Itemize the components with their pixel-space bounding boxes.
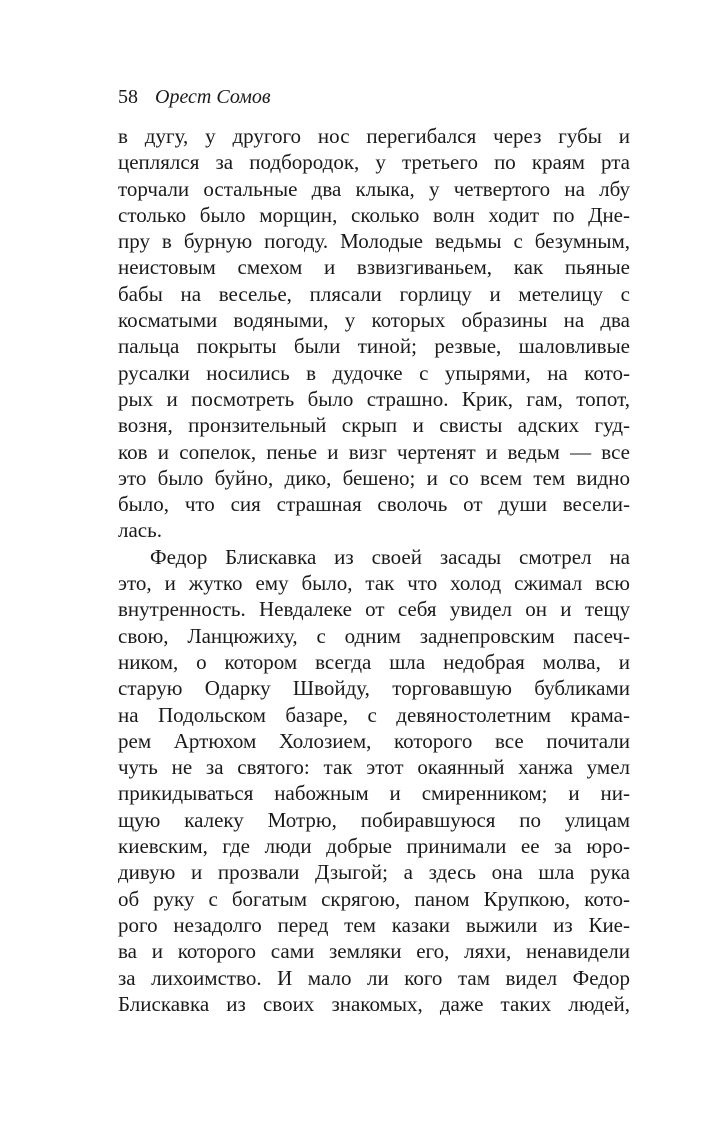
text-line: неистовым смехом и взвизгиваньем, как пьяные [118,255,630,280]
text-line: старую Одарку Швойду, торговавшую бубликами [118,676,630,701]
text-line: ва и которого сами земляки его, ляхи, ненавидели [118,939,630,964]
text-line: щую калеку Мотрю, побиравшуюся по улицам [118,807,630,832]
text-line-paragraph-start: Федор Блискавка из своей засады смотрел на [150,544,630,569]
text-line: в дугу, у другого нос перегибался через губы и [118,124,630,148]
text-line: русалки носились в дудочке с упырями, на кото- [118,360,630,385]
text-line: рем Артюхом Холозием, которого все почитали [118,728,630,753]
text-line: свою, Ланцюжиху, с одним заднепровским пасеч- [118,623,630,648]
text-line: дивую и прозвали Дзыгой; а здесь она шла рука [118,860,630,885]
text-line: рых и посмотреть было страшно. Крик, гам, топот, [118,386,630,411]
text-line: ков и сопелок, пенье и визг чертенят и ведьм — все [118,439,630,464]
text-line: за лихоимство. И мало ли кого там видел Федор [118,965,630,990]
text-line-paragraph-end: лась. [118,518,162,543]
text-line: пру в бурную погоду. Молодые ведьмы с безумным, [118,229,630,254]
text-line: на Подольском базаре, с девяностолетним крама- [118,702,630,727]
text-line: торчали остальные два клыка, у четвертого на лбу [118,176,630,201]
text-line: ником, о котором всегда шла недобрая молва, и [118,649,630,674]
text-line: возня, пронзительный скрып и свисты адских гуд- [118,413,630,438]
text-line: это было буйно, дико, бешено; и со всем тем видно [118,465,630,490]
page-number: 58 [118,86,138,108]
text-line: это, и жутко ему было, так что холод сжимал всю [118,571,630,596]
text-line: было, что сия страшная сволочь от души весели- [118,492,630,517]
text-line: киевским, где люди добрые принимали ее за юро- [118,834,630,859]
text-line: косматыми водяными, у которых образины на два [118,308,630,333]
text-line: столько было морщин, сколько волн ходит по Дне- [118,202,630,227]
text-line: цеплялся за подбородок, у третьего по краям рта [118,150,630,175]
text-line: Блискавка из своих знакомых, даже таких людей, [118,991,630,1016]
running-head [118,85,271,109]
text-line: бабы на веселье, плясали горлицу и метелицу с [118,281,630,306]
text-line: прикидываться набожным и смиренником; и ни- [118,781,630,806]
text-line: внутренность. Невдалеке от себя увидел он и тещу [118,597,630,622]
running-head-author: Орест Сомов [155,86,271,108]
text-line: пальца покрыты были тиной; резвые, шаловливые [118,334,630,359]
text-line: чуть не за святого: так этот окаянный ханжа умел [118,755,630,780]
body-text [118,123,630,1017]
text-line: рого незадолго перед тем казаки выжили из Кие- [118,912,630,937]
text-line: об руку с богатым скрягою, паном Крупкою, кото- [118,886,630,911]
